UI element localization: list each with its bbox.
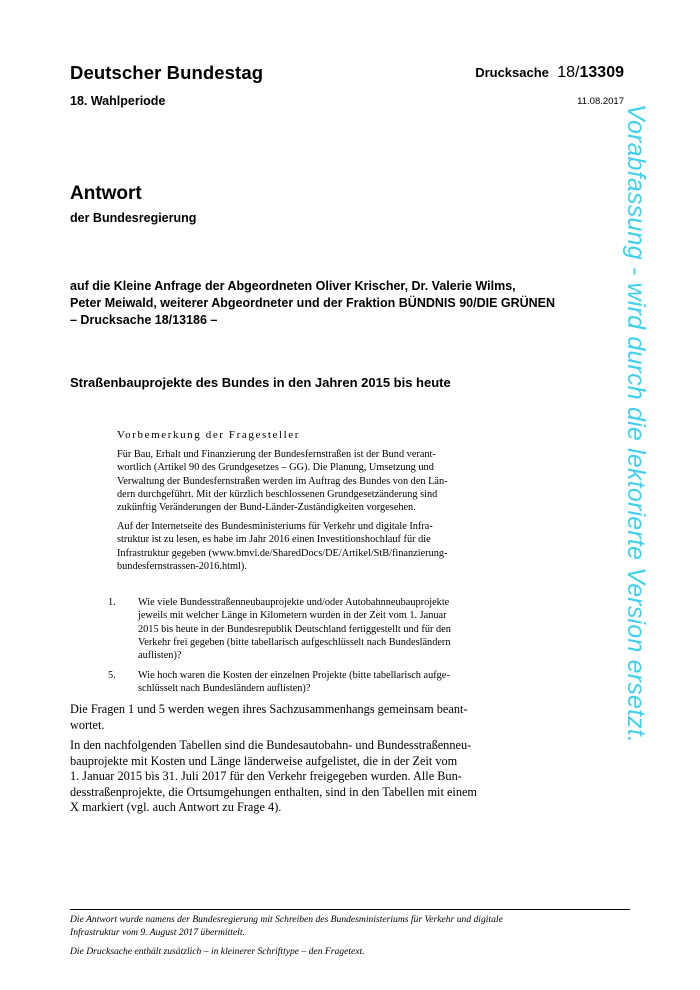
question-text [138,596,451,662]
institution-name: Deutscher Bundestag [70,62,264,83]
drucksache-label: Drucksache [475,65,549,80]
footer-note-fragetext [70,946,365,959]
question-5 [108,669,488,699]
text-line: X markiert (vgl. auch Antwort zu Frage 4). [70,800,282,815]
question-1 [108,596,488,666]
inquiry-line: auf die Kleine Anfrage der Abgeordneten Oliver Krischer, Dr. Valerie Wilms, [70,279,516,293]
text-line: dern durchgeführt. Mit der kürzlich beschlossenen Grundgesetzänderung sind [117,488,438,500]
drucksache-prefix: 18/ [557,64,580,81]
text-line: In den nachfolgenden Tabellen sind die Bundesautobahn- und Bundesstraßenneu- [70,738,472,752]
text-line: Wie viele Bundesstraßenneubauprojekte und/oder Autobahnneubauprojekte [138,597,450,608]
text-line: Verwaltung der Bundesfernstraßen werden im Auftrag des Bundes von den Län- [117,475,448,487]
text-line: Die Drucksache enthält zusätzlich – in kleinerer Schrifttype – den Fragetext. [70,946,365,957]
answer-paragraph-1 [70,702,467,733]
text-line: struktur ist zu lesen, es habe im Jahr 2016 einen Investitionshochlauf für die [117,534,431,546]
text-line: Auf der Internetseite des Bundesministeriums für Verkehr und digitale Infra- [117,521,433,532]
inquiry-reference [70,278,630,329]
drucksache-number [475,64,624,82]
text-line: Für Bau, Erhalt und Finanzierung der Bundesfernstraßen ist der Bund verant- [117,449,436,460]
topic-heading: Straßenbauprojekte des Bundes in den Jahren 2015 bis heute [70,375,451,390]
legislative-period: 18. Wahlperiode [70,94,166,108]
question-number: 1. [108,597,116,608]
text-line: schlüsselt nach Bundesländern auflisten)? [138,683,311,695]
text-line: jeweils mit welcher Länge in Kilometern wurden in der Zeit vom 1. Januar [138,610,447,622]
text-line: Die Antwort wurde namens der Bundesregierung mit Schreiben des Bundesministeriums für Verkehr und digitale [70,914,503,925]
preliminary-paragraph-2 [117,520,447,573]
question-number: 5. [108,670,116,681]
answer-paragraph-2 [70,738,477,816]
text-line: 1. Januar 2015 bis 31. Juli 2017 für den Verkehr freigegeben wurden. Alle Bun- [70,769,462,784]
document-subtitle: der Bundesregierung [70,211,197,225]
drucksache-value [557,64,624,81]
footer-note-transmission [70,914,503,939]
document-title: Antwort [70,183,142,204]
drucksache-digits: 13309 [579,64,624,81]
document-date: 11.08.2017 [577,96,624,107]
text-line: bauprojekte mit Kosten und Länge länderweise aufgelistet, die in der Zeit vom [70,753,458,768]
text-line: auflisten)? [138,650,182,662]
question-text [138,669,450,696]
text-line: Die Fragen 1 und 5 werden wegen ihres Sachzusammenhangs gemeinsam beant- [70,702,468,716]
text-line: wortet. [70,717,105,732]
footer-divider [70,909,630,910]
preliminary-title: Vorbemerkung der Fragesteller [117,429,301,441]
text-line: bundesfernstrassen-2016.html). [117,560,247,572]
inquiry-line: – Drucksache 18/13186 – [70,313,218,327]
text-line: 2015 bis heute in der Bundesrepublik Deutschland fertiggestellt und für den [138,623,451,635]
preliminary-paragraph-1 [117,448,448,514]
inquiry-line: Peter Meiwald, weiterer Abgeordneter und der Fraktion BÜNDNIS 90/DIE GRÜNEN [70,296,556,310]
text-line: Infrastruktur vom 9. August 2017 übermittelt. [70,926,245,938]
text-line: wortlich (Artikel 90 des Grundgesetzes – GG). Die Planung, Umsetzung und [117,462,434,474]
text-line: Infrastruktur gegeben (www.bmvi.de/SharedDocs/DE/Artikel/StB/finanzierung- [117,547,448,559]
text-line: desstraßenprojekte, die Ortsumgehungen enthalten, sind in den Tabellen mit einem [70,784,477,799]
draft-watermark: Vorabfassung - wird durch die lektorierte Version ersetzt. [622,104,650,744]
text-line: Verkehr frei gegeben (bitte tabellarisch aufgeschlüsselt nach Bundesländern [138,636,451,648]
text-line: Wie hoch waren die Kosten der einzelnen Projekte (bitte tabellarisch aufge- [138,670,450,681]
text-line: zukünftig Veränderungen der Bund-Länder-Zuständigkeiten vorgesehen. [117,502,416,514]
